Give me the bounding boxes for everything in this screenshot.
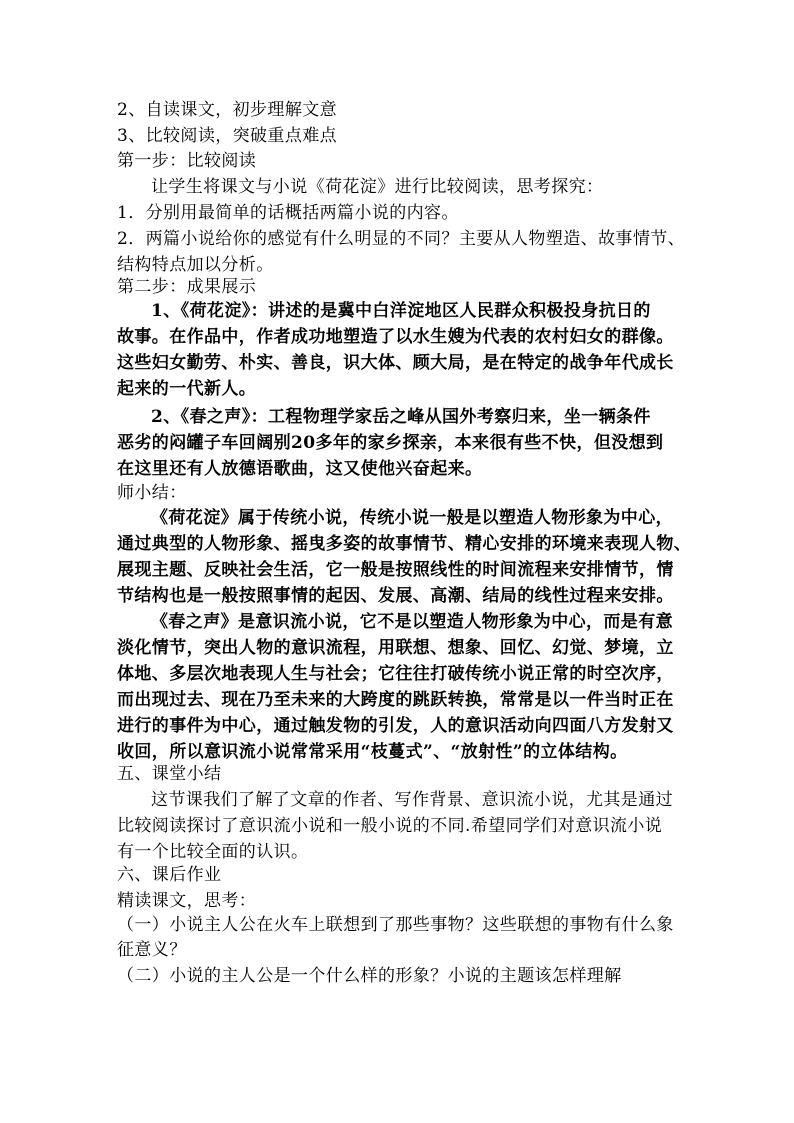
line-20: 节结构也是一般按照事情的起因、发展、高潮、结局的线性过程来安排。 — [117, 586, 674, 606]
line-2: 3、比较阅读，突破重点难点 — [117, 126, 338, 146]
line-24: 而出现过去、现在乃至未来的大跨度的跳跃转换，常常是以一件当时正在 — [117, 690, 674, 710]
line-1: 2、自读课文，初步理解文意 — [117, 100, 338, 120]
line-27: 五、课堂小结 — [117, 764, 222, 784]
line-4: 让学生将课文与小说《荷花淀》进行比较阅读，思考探究： — [151, 177, 604, 197]
line-26: 收回，所以意识流小说常常采用“枝蔓式”、“放射性”的立体结构。 — [117, 742, 628, 762]
line-10: 故事。在作品中，作者成功地塑造了以水生嫂为代表的农村妇女的群像。 — [117, 327, 674, 347]
line-19: 展现主题、反映社会生活，它一般是按照线性的时间流程来安排情节，情 — [117, 560, 674, 580]
line-29: 比较阅读探讨了意识流小说和一般小说的不同.希望同学们对意识流小说 — [117, 816, 663, 836]
line-33: （一）小说主人公在火车上联想到了那些事物？这些联想的事物有什么象 — [117, 915, 674, 935]
line-16: 师小结： — [117, 483, 187, 503]
line-11: 这些妇女勤劳、朴实、善良，识大体、顾大局，是在特定的战争年代成长 — [117, 353, 674, 373]
line-12: 起来的一代新人。 — [117, 379, 257, 399]
line-31: 六、课后作业 — [117, 865, 222, 885]
line-21: 《春之声》是意识流小说，它不是以塑造人物形象为中心，而是有意 — [151, 612, 673, 632]
line-28: 这节课我们了解了文章的作者、写作背景、意识流小说，尤其是通过 — [151, 790, 673, 810]
line-8: 第二步：成果展示 — [117, 277, 257, 297]
line-6: 2．两篇小说给你的感觉有什么明显的不同？主要从人物塑造、故事情节、 — [117, 229, 686, 249]
line-15: 在这里还有人放德语歌曲，这又使他兴奋起来。 — [117, 459, 483, 479]
line-25: 进行的事件为中心，通过触发物的引发，人的意识活动向四面八方发射又 — [117, 716, 674, 736]
line-7: 结构特点加以分析。 — [117, 255, 274, 275]
line-14: 恶劣的闷罐子车回阔别20多年的家乡探亲，本来很有些不快，但没想到 — [117, 433, 664, 453]
line-30: 有一个比较全面的认识。 — [117, 842, 309, 862]
line-17: 《荷花淀》属于传统小说，传统小说一般是以塑造人物形象为中心， — [151, 508, 673, 528]
line-22: 淡化情节，突出人物的意识流程，用联想、想象、回忆、幻觉、梦境，立 — [117, 638, 674, 658]
line-18: 通过典型的人物形象、摇曳多姿的故事情节、精心安排的环境来表现人物、 — [117, 534, 692, 554]
line-34: 征意义？ — [117, 940, 187, 960]
line-35: （二）小说的主人公是一个什么样的形象？小说的主题该怎样理解 — [117, 966, 622, 986]
line-3: 第一步：比较阅读 — [117, 151, 257, 171]
line-9: 1、《荷花淀》：讲述的是冀中白洋淀地区人民群众积极投身抗日的 — [151, 301, 651, 321]
line-32: 精读课文，思考： — [117, 891, 257, 911]
line-5: 1．分别用最简单的话概括两篇小说的内容。 — [117, 203, 459, 223]
line-13: 2、《春之声》：工程物理学家岳之峰从国外考察归来，坐一辆条件 — [151, 407, 651, 427]
line-23: 体地、多层次地表现人生与社会；它往往打破传统小说正常的时空次序， — [117, 664, 674, 684]
